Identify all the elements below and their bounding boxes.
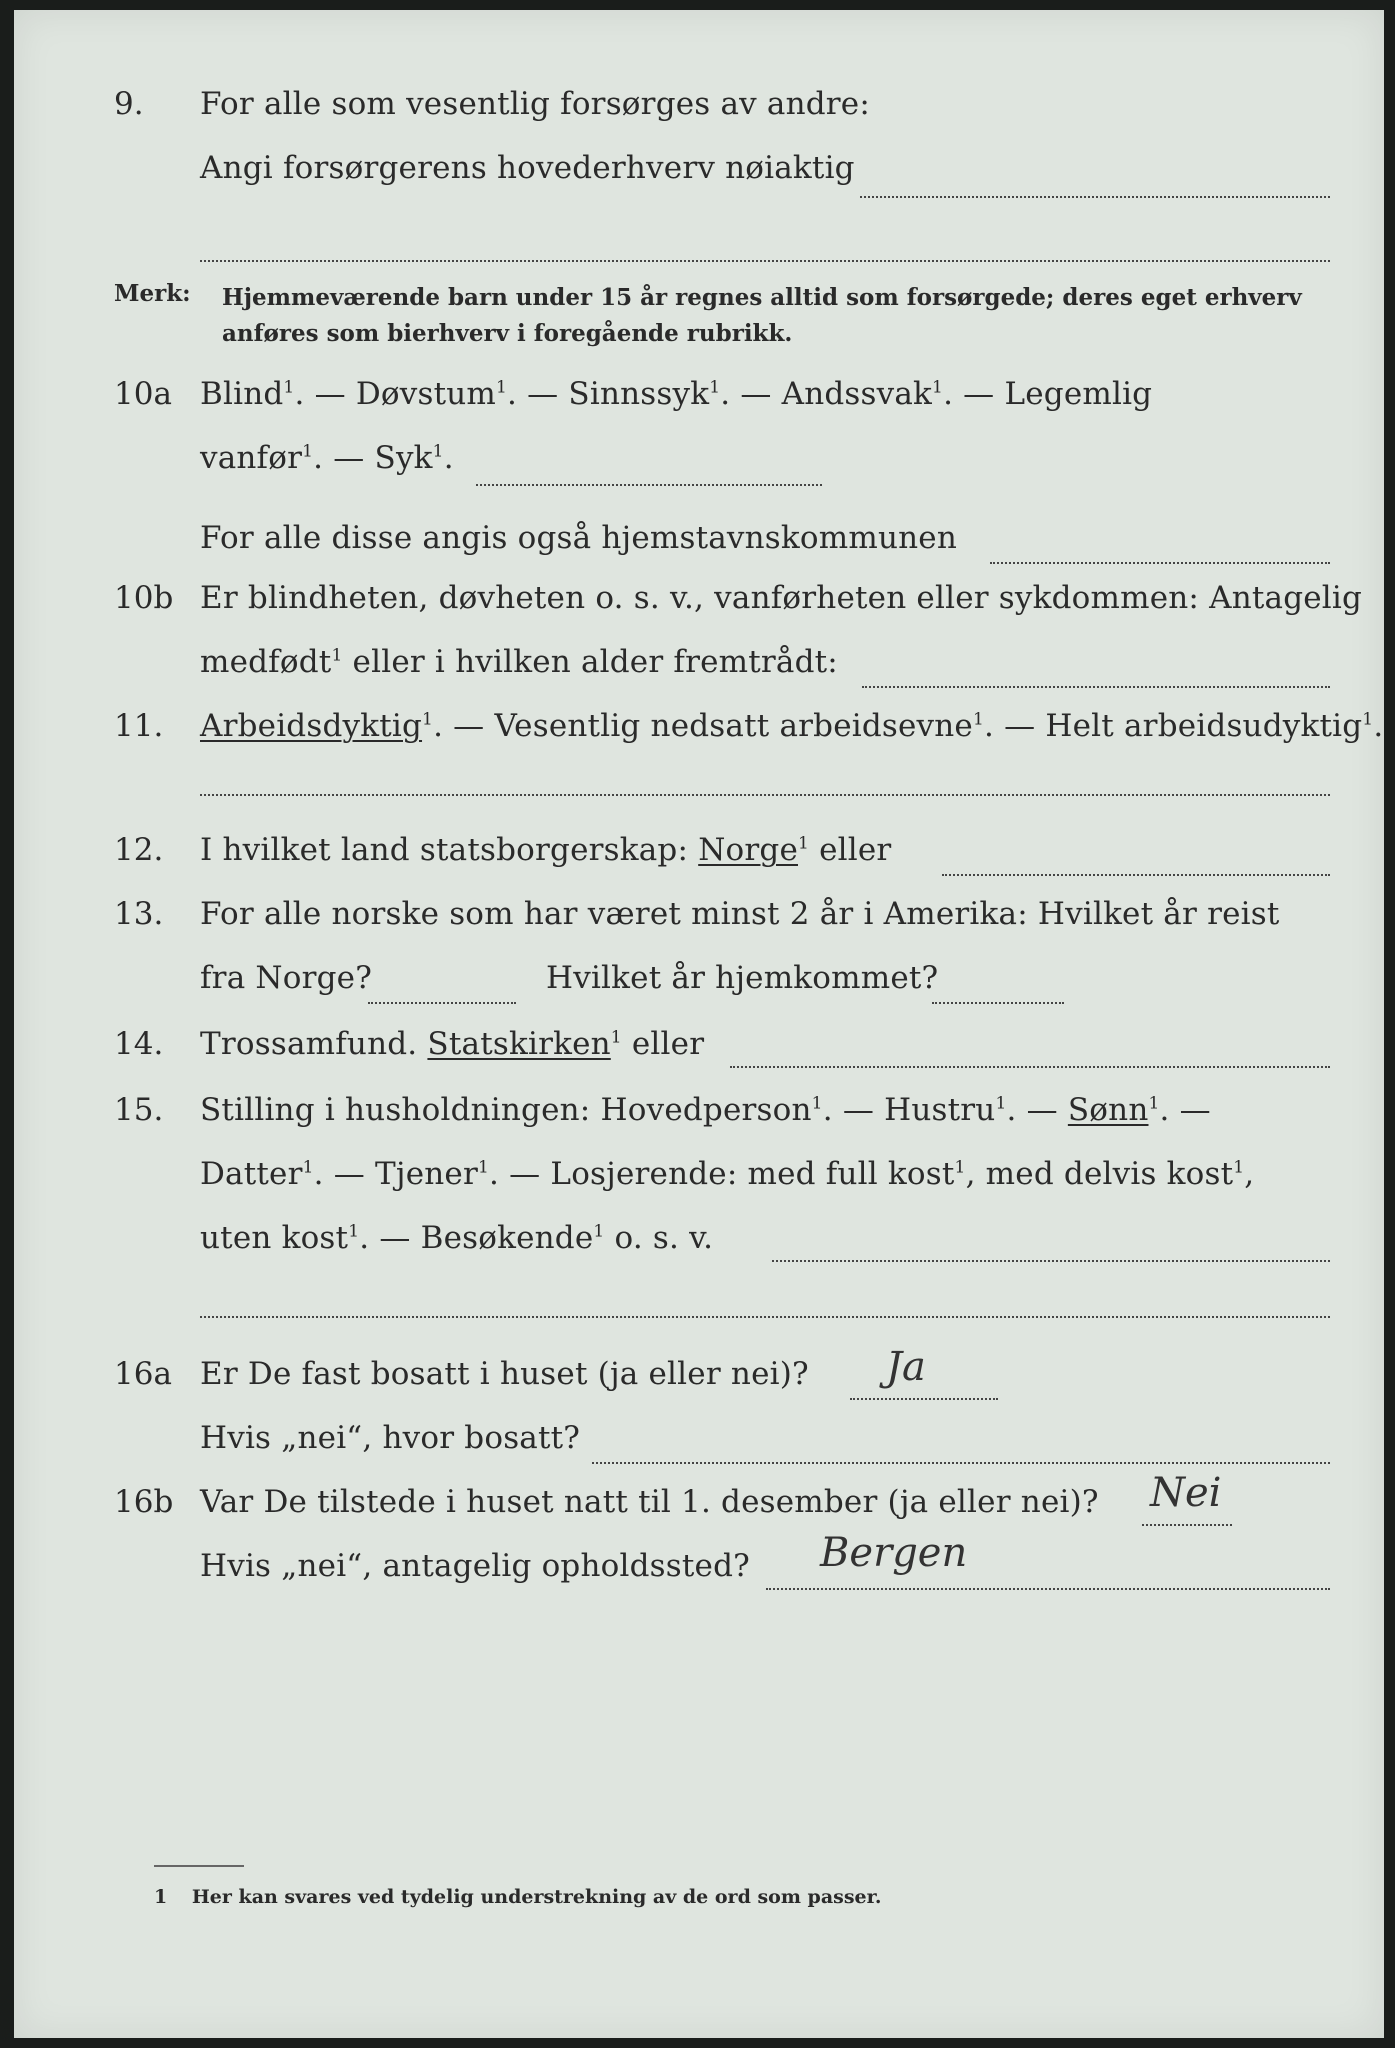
q16a-bosatt-label: Hvis „nei“, hvor bosatt?: [200, 1420, 581, 1456]
option-hustru[interactable]: . — Hustru: [822, 1092, 996, 1128]
q10b-text: Er blindheten, døvheten o. s. v., vanførheten eller sykdommen: Antagelig: [200, 580, 1363, 616]
q13-number: 13.: [114, 896, 164, 932]
q16b-opholdssted-line[interactable]: [766, 1588, 1330, 1590]
option-hovedperson[interactable]: Stilling i husholdningen: Hovedperson: [200, 1092, 812, 1128]
footnote-mark: 1: [348, 1221, 360, 1242]
option-arbeidsudyktig[interactable]: . — Helt arbeidsudyktig: [984, 708, 1363, 744]
q16b-opholdssted-label: Hvis „nei“, antagelig opholdssted?: [200, 1548, 750, 1584]
q16a-bosatt-line[interactable]: [592, 1462, 1330, 1464]
q10b-alder-label: eller i hvilken alder fremtrådt:: [342, 644, 838, 680]
q14-eller: eller: [621, 1026, 705, 1062]
footnote: [154, 1886, 882, 1908]
footnote-mark: 1: [302, 1157, 314, 1178]
q15-answer-line-2[interactable]: [200, 1316, 1330, 1318]
option-andssvak[interactable]: . — Andssvak: [720, 376, 933, 412]
footnote-mark: 1: [995, 1093, 1007, 1114]
option-nedsatt[interactable]: . — Vesentlig nedsatt arbeidsevne: [433, 708, 973, 744]
q14-answer-line[interactable]: [730, 1066, 1330, 1068]
census-form-page: [14, 10, 1384, 2038]
q9-answer-line-2[interactable]: [200, 260, 1330, 262]
q13-text: For alle norske som har været minst 2 år i Amerika: Hvilket år reist: [200, 896, 1280, 932]
q13-hjemkommet-line[interactable]: [932, 1002, 1064, 1004]
q9-text: For alle som vesentlig forsørges av andre:: [200, 86, 870, 122]
q10a-text-2: [200, 440, 454, 476]
q10a-syk-line[interactable]: [476, 484, 822, 486]
footnote-mark: 1: [1233, 1157, 1245, 1178]
option-datter[interactable]: Datter: [200, 1156, 303, 1192]
q10b-text-2: [200, 644, 838, 680]
footnote-mark: 1: [709, 377, 721, 398]
q12-answer-line[interactable]: [942, 874, 1330, 876]
q9-occupation-label: Angi forsørgerens hovederhverv nøiaktig: [200, 150, 855, 186]
q13-reist-label: fra Norge?: [200, 960, 373, 996]
q16a-answer-line[interactable]: [850, 1398, 998, 1400]
q12-number: 12.: [114, 832, 164, 868]
footnote-mark: 1: [811, 1093, 823, 1114]
q11-number: 11.: [114, 708, 164, 744]
q9-number: 9.: [114, 86, 144, 122]
footnote-mark: 1: [154, 1886, 168, 1908]
option-arbeidsdyktig[interactable]: Arbeidsdyktig: [200, 708, 423, 744]
q16a-question: Er De fast bosatt i huset (ja eller nei)?: [200, 1356, 809, 1392]
period: .: [1373, 708, 1384, 744]
option-norge[interactable]: Norge: [698, 832, 798, 868]
footnote-text: Her kan svares ved tydelig understrekning av de ord som passer.: [191, 1886, 882, 1908]
q16b-question: Var De tilstede i huset natt til 1. desember (ja eller nei)?: [200, 1484, 1099, 1520]
footnote-rule: [154, 1865, 244, 1867]
period: .: [443, 440, 454, 476]
footnote-mark: 1: [972, 709, 985, 730]
footnote-mark: 1: [610, 1027, 622, 1048]
osv: o. s. v.: [604, 1220, 714, 1256]
option-medfodt[interactable]: medfødt: [200, 644, 332, 680]
option-delvis-kost[interactable]: , med delvis kost: [965, 1156, 1234, 1192]
q12-text: [200, 832, 891, 868]
q10a-number: 10a: [114, 376, 172, 412]
merk-label: Merk:: [114, 280, 191, 307]
q15-number: 15.: [114, 1092, 164, 1128]
q16b-number: 16b: [114, 1484, 174, 1520]
q12-eller: eller: [809, 832, 892, 868]
option-syk[interactable]: . — Syk: [313, 440, 433, 476]
dash: . —: [1159, 1092, 1211, 1128]
q11-text: [200, 708, 1383, 744]
option-sinnssyk[interactable]: . — Sinnssyk: [507, 376, 710, 412]
option-blind[interactable]: Blind: [200, 376, 284, 412]
footnote-mark: 1: [496, 377, 508, 398]
comma: ,: [1244, 1156, 1255, 1192]
option-uten-kost[interactable]: uten kost: [200, 1220, 349, 1256]
footnote-mark: 1: [302, 441, 314, 462]
q10a-hjemstavn-label: For alle disse angis også hjemstavnskommunen: [200, 520, 957, 556]
footnote-mark: 1: [798, 833, 810, 854]
option-legemlig[interactable]: . — Legemlig: [943, 376, 1153, 412]
option-sonn[interactable]: Sønn: [1067, 1092, 1149, 1128]
q16b-handwritten-answer: Nei: [1150, 1470, 1222, 1516]
footnote-mark: 1: [1148, 1093, 1160, 1114]
q13-hjemkommet-label: Hvilket år hjemkommet?: [546, 960, 939, 996]
q15-answer-line[interactable]: [772, 1260, 1330, 1262]
footnote-mark: 1: [331, 645, 343, 666]
q10a-text: [200, 376, 1152, 412]
q10b-number: 10b: [114, 580, 174, 616]
q13-reist-line[interactable]: [368, 1002, 516, 1004]
option-vanfor[interactable]: vanfør: [200, 440, 303, 476]
merk-line2: anføres som bierhverv i foregående rubrikk.: [222, 320, 793, 347]
option-full-kost[interactable]: . — Losjerende: med full kost: [489, 1156, 955, 1192]
q16b-handwritten-place: Bergen: [820, 1530, 968, 1576]
q16a-handwritten-answer: Ja: [886, 1344, 926, 1390]
footnote-mark: 1: [932, 377, 944, 398]
q14-text: [200, 1026, 704, 1062]
option-besokende[interactable]: . — Besøkende: [359, 1220, 594, 1256]
q11-answer-line[interactable]: [200, 794, 1330, 796]
footnote-mark: 1: [422, 709, 434, 730]
footnote-mark: 1: [1362, 709, 1374, 730]
footnote-mark: 1: [954, 1157, 966, 1178]
q15-text: [200, 1092, 1211, 1128]
footnote-mark: 1: [478, 1157, 490, 1178]
footnote-mark: 1: [432, 441, 444, 462]
q16a-number: 16a: [114, 1356, 172, 1392]
q16b-answer-line[interactable]: [1142, 1524, 1232, 1526]
footnote-mark: 1: [593, 1221, 605, 1242]
dash: . —: [1006, 1092, 1068, 1128]
q10a-hjemstavn-line[interactable]: [990, 562, 1330, 564]
q14-number: 14.: [114, 1026, 164, 1062]
option-statskirken[interactable]: Statskirken: [427, 1026, 611, 1062]
q15-text-2: [200, 1156, 1254, 1192]
q10b-answer-line[interactable]: [862, 686, 1330, 688]
option-dovstum[interactable]: . — Døvstum: [294, 376, 496, 412]
option-tjener[interactable]: . — Tjener: [313, 1156, 478, 1192]
q9-answer-line[interactable]: [860, 196, 1330, 198]
q12-label: I hvilket land statsborgerskap:: [200, 832, 699, 868]
q14-label: Trossamfund.: [200, 1026, 428, 1062]
merk-line1: Hjemmeværende barn under 15 år regnes alltid som forsørgede; deres eget erhverv: [222, 284, 1302, 311]
footnote-mark: 1: [283, 377, 295, 398]
q15-text-3: [200, 1220, 713, 1256]
